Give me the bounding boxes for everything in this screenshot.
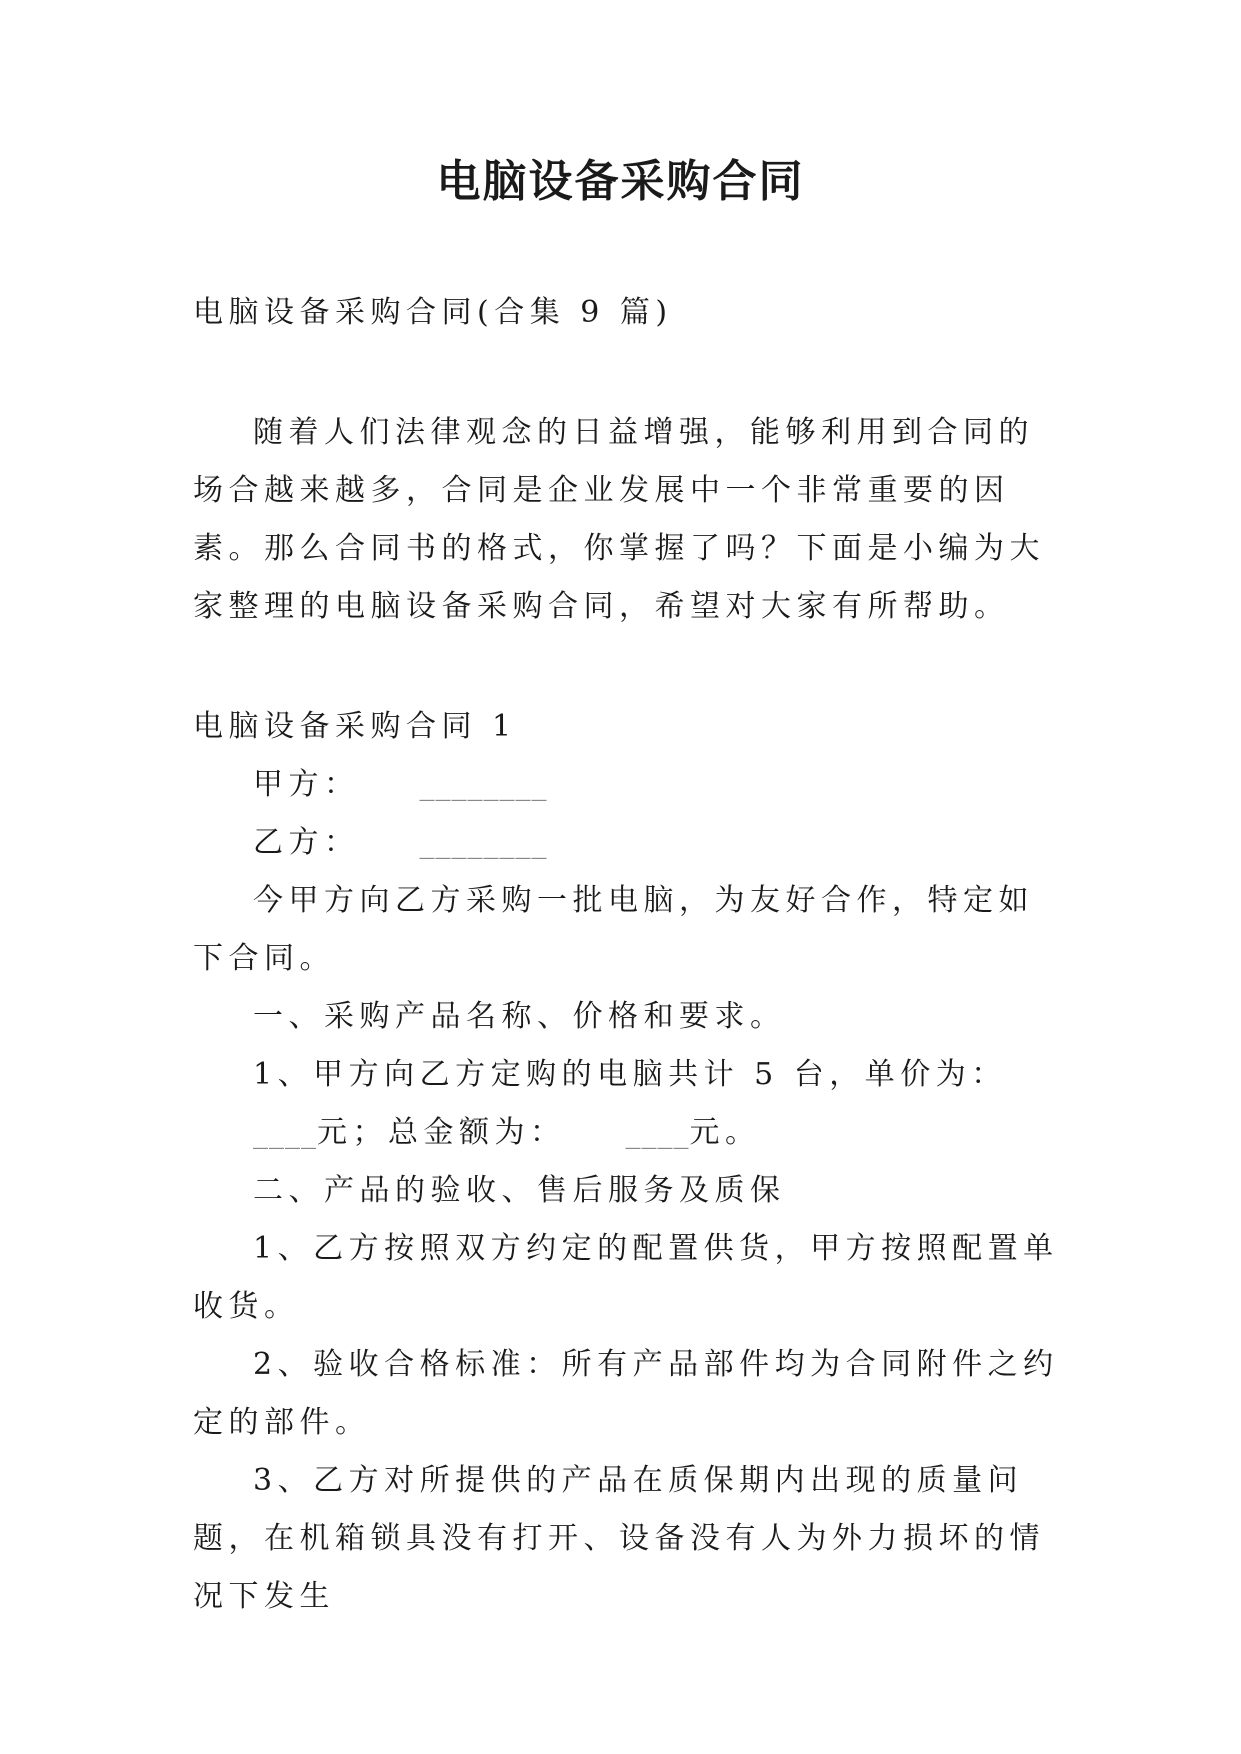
party-a-blank: ________	[419, 767, 548, 802]
section-1-heading: 一、采购产品名称、价格和要求。	[253, 999, 786, 1034]
party-a-label: 甲方：	[253, 767, 360, 802]
party-b-blank: ________	[419, 825, 548, 860]
section-1-item-1-text-b: 元；总金额为：	[317, 1115, 566, 1150]
party-a-line	[193, 756, 1063, 814]
section-2-item-1: 1、乙方按照双方约定的配置供货，甲方按照配置单收货。	[193, 1231, 1059, 1324]
contract-heading: 电脑设备采购合同 1	[193, 709, 517, 744]
page-title: 电脑设备采购合同	[436, 156, 805, 207]
unit-price-blank: ____	[253, 1115, 317, 1150]
total-amount-blank: ____	[625, 1115, 690, 1150]
document-body	[193, 284, 1063, 1626]
section-1-item-1-text-a: 1、甲方向乙方定购的电脑共计 5 台，单价为：	[253, 1057, 1007, 1092]
collection-title: 电脑设备采购合同(合集 9 篇)	[193, 295, 673, 330]
preamble-paragraph: 今甲方向乙方采购一批电脑，为友好合作，特定如下合同。	[193, 883, 1034, 976]
section-2-heading: 二、产品的验收、售后服务及质保	[253, 1173, 786, 1208]
party-b-line	[193, 814, 1063, 872]
section-2-item-2: 2、验收合格标准：所有产品部件均为合同附件之约定的部件。	[193, 1347, 1059, 1440]
section-2-item-3: 3、乙方对所提供的产品在质保期内出现的质量问题，在机箱锁具没有打开、设备没有人为外力损坏的情况下发生	[193, 1463, 1045, 1614]
section-1-item-1-text-c: 元。	[689, 1115, 761, 1150]
party-b-label: 乙方：	[253, 825, 360, 860]
intro-paragraph: 随着人们法律观念的日益增强，能够利用到合同的场合越来越多，合同是企业发展中一个非常重要的因素。那么合同书的格式，你掌握了吗？下面是小编为大家整理的电脑设备采购合同，希望对大家有所帮助。	[193, 415, 1045, 624]
section-1-item-1	[193, 1046, 1063, 1162]
